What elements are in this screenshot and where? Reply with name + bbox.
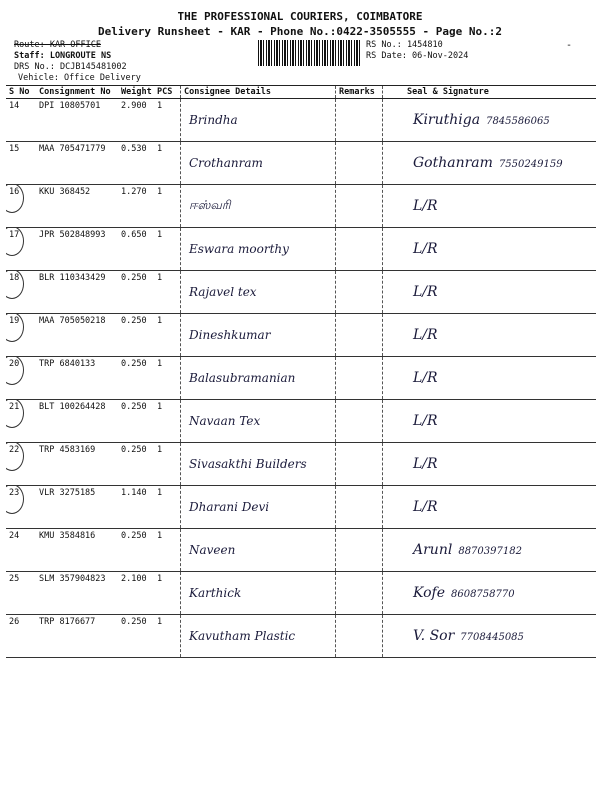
row-sno-text: 24 [9, 531, 20, 541]
document-title: THE PROFESSIONAL COURIERS, COIMBATORE [177, 10, 423, 23]
row-consignment-no: TRP 6840133 [36, 357, 118, 400]
row-sno-text: 21 [9, 402, 20, 412]
barcode-image [258, 40, 360, 66]
row-sno [6, 185, 36, 228]
row-signature [383, 486, 597, 529]
row-signature [383, 443, 597, 486]
row-sno-text: 19 [9, 316, 20, 326]
row-sno-text: 25 [9, 574, 20, 584]
row-pcs: 1 [154, 400, 181, 443]
row-weight: 2.100 [118, 572, 154, 615]
row-pcs: 1 [154, 99, 181, 142]
row-sno [6, 529, 36, 572]
signature-text: L/R [413, 327, 438, 343]
row-consignee: ஈஸ்வரி [181, 185, 336, 228]
row-pcs: 1 [154, 443, 181, 486]
signature-phone: 7708445085 [460, 632, 524, 643]
drs-number: DRS No.: DCJB145481002 [14, 62, 127, 72]
row-consignee: Naveen [181, 529, 336, 572]
row-weight: 0.250 [118, 615, 154, 658]
row-sno-text: 16 [9, 187, 20, 197]
row-signature [383, 99, 597, 142]
row-signature [383, 357, 597, 400]
table-row [6, 357, 596, 400]
row-consignment-no: MAA 705471779 [36, 142, 118, 185]
table-row [6, 529, 596, 572]
row-sno [6, 99, 36, 142]
row-consignee: Sivasakthi Builders [181, 443, 336, 486]
signature-phone: 7845586065 [486, 116, 550, 127]
row-remarks [336, 529, 383, 572]
row-sno-text: 26 [9, 617, 20, 627]
row-consignee: Crothanram [181, 142, 336, 185]
row-consignee: Dineshkumar [181, 314, 336, 357]
row-remarks [336, 271, 383, 314]
vehicle-label: Vehicle: Office Delivery [18, 73, 141, 83]
row-sno-text: 14 [9, 101, 20, 111]
row-signature [383, 572, 597, 615]
row-weight: 0.650 [118, 228, 154, 271]
row-weight: 0.250 [118, 271, 154, 314]
signature-text: L/R [413, 198, 438, 214]
row-signature [383, 529, 597, 572]
row-pcs: 1 [154, 529, 181, 572]
row-sno [6, 486, 36, 529]
row-signature [383, 615, 597, 658]
row-sno-text: 20 [9, 359, 20, 369]
signature-text: Kiruthiga [413, 112, 481, 128]
corner-mark: - [566, 40, 573, 51]
table-row [6, 314, 596, 357]
row-pcs: 1 [154, 486, 181, 529]
row-sno [6, 572, 36, 615]
signature-text: L/R [413, 413, 438, 429]
row-sno-text: 17 [9, 230, 20, 240]
row-weight: 0.250 [118, 314, 154, 357]
row-consignment-no: MAA 705050218 [36, 314, 118, 357]
row-weight: 0.250 [118, 400, 154, 443]
document-subtitle: Delivery Runsheet - KAR - Phone No.:0422-3505555 - Page No.:2 [98, 25, 502, 38]
row-consignment-no: KMU 3584816 [36, 529, 118, 572]
rs-date: RS Date: 06-Nov-2024 [366, 51, 469, 61]
row-remarks [336, 314, 383, 357]
row-sno [6, 443, 36, 486]
staff-label: Staff: LONGROUTE NS [14, 51, 112, 61]
signature-phone: 8608758770 [450, 589, 515, 600]
row-sno [6, 400, 36, 443]
route-label: Route: KAR OFFICE [14, 40, 101, 50]
row-sno-text: 15 [9, 144, 20, 154]
row-pcs: 1 [154, 228, 181, 271]
table-row [6, 185, 596, 228]
row-sno-text: 18 [9, 273, 20, 283]
row-remarks [336, 486, 383, 529]
row-weight: 0.250 [118, 529, 154, 572]
col-consignee: Consignee Details [181, 86, 336, 99]
table-row [6, 615, 596, 658]
rs-number: RS No.: 1454810 [366, 40, 443, 50]
row-consignment-no: JPR 502848993 [36, 228, 118, 271]
delivery-table [6, 85, 596, 658]
row-consignee: Brindha [181, 99, 336, 142]
signature-text: L/R [413, 456, 438, 472]
row-remarks [336, 228, 383, 271]
signature-text: L/R [413, 284, 438, 300]
row-sno [6, 615, 36, 658]
col-remarks: Remarks [336, 86, 383, 99]
row-pcs: 1 [154, 271, 181, 314]
table-row [6, 400, 596, 443]
table-row [6, 572, 596, 615]
row-pcs: 1 [154, 142, 181, 185]
table-row [6, 443, 596, 486]
row-signature [383, 271, 597, 314]
row-consignment-no: BLR 110343429 [36, 271, 118, 314]
signature-text: Kofe [413, 585, 445, 601]
table-row [6, 142, 596, 185]
row-weight: 1.140 [118, 486, 154, 529]
row-pcs: 1 [154, 572, 181, 615]
signature-phone: 7550249159 [498, 159, 563, 170]
row-pcs: 1 [154, 615, 181, 658]
table-row [6, 486, 596, 529]
row-consignee: Kavutham Plastic [181, 615, 336, 658]
row-remarks [336, 572, 383, 615]
row-weight: 2.900 [118, 99, 154, 142]
row-consignee: Karthick [181, 572, 336, 615]
signature-text: Gothanram [413, 155, 493, 171]
row-consignment-no: BLT 100264428 [36, 400, 118, 443]
row-sno [6, 228, 36, 271]
table-header-row [6, 86, 596, 99]
row-weight: 0.250 [118, 357, 154, 400]
row-consignment-no: KKU 368452 [36, 185, 118, 228]
signature-phone: 8870397182 [458, 546, 522, 557]
row-sno [6, 357, 36, 400]
row-sno [6, 142, 36, 185]
row-remarks [336, 443, 383, 486]
signature-text: L/R [413, 241, 438, 257]
row-consignment-no: TRP 8176677 [36, 615, 118, 658]
row-consignee: Eswara moorthy [181, 228, 336, 271]
row-pcs: 1 [154, 357, 181, 400]
row-consignment-no: VLR 3275185 [36, 486, 118, 529]
col-pcs: PCS [154, 86, 181, 99]
col-sno: S No [6, 86, 36, 99]
row-consignee: Balasubramanian [181, 357, 336, 400]
row-weight: 0.530 [118, 142, 154, 185]
signature-text: Arunl [413, 542, 453, 558]
col-consignment: Consignment No [36, 86, 118, 99]
row-sno-text: 22 [9, 445, 20, 455]
col-signature: Seal & Signature [383, 86, 597, 99]
row-signature [383, 228, 597, 271]
row-remarks [336, 357, 383, 400]
col-weight: Weight [118, 86, 154, 99]
row-remarks [336, 185, 383, 228]
row-remarks [336, 400, 383, 443]
row-consignment-no: TRP 4583169 [36, 443, 118, 486]
table-row [6, 228, 596, 271]
row-weight: 1.270 [118, 185, 154, 228]
row-sno-text: 23 [9, 488, 20, 498]
row-signature [383, 400, 597, 443]
row-consignee: Rajavel tex [181, 271, 336, 314]
table-row [6, 271, 596, 314]
row-pcs: 1 [154, 185, 181, 228]
row-consignee: Dharani Devi [181, 486, 336, 529]
signature-text: L/R [413, 499, 438, 515]
row-consignment-no: DPI 10805701 [36, 99, 118, 142]
row-signature [383, 142, 597, 185]
row-consignee: Navaan Tex [181, 400, 336, 443]
row-remarks [336, 615, 383, 658]
table-row [6, 99, 596, 142]
row-remarks [336, 99, 383, 142]
row-signature [383, 314, 597, 357]
row-pcs: 1 [154, 314, 181, 357]
row-remarks [336, 142, 383, 185]
row-sno [6, 271, 36, 314]
signature-text: V. Sor [413, 628, 455, 644]
signature-text: L/R [413, 370, 438, 386]
row-signature [383, 185, 597, 228]
row-sno [6, 314, 36, 357]
row-weight: 0.250 [118, 443, 154, 486]
row-consignment-no: SLM 357904823 [36, 572, 118, 615]
